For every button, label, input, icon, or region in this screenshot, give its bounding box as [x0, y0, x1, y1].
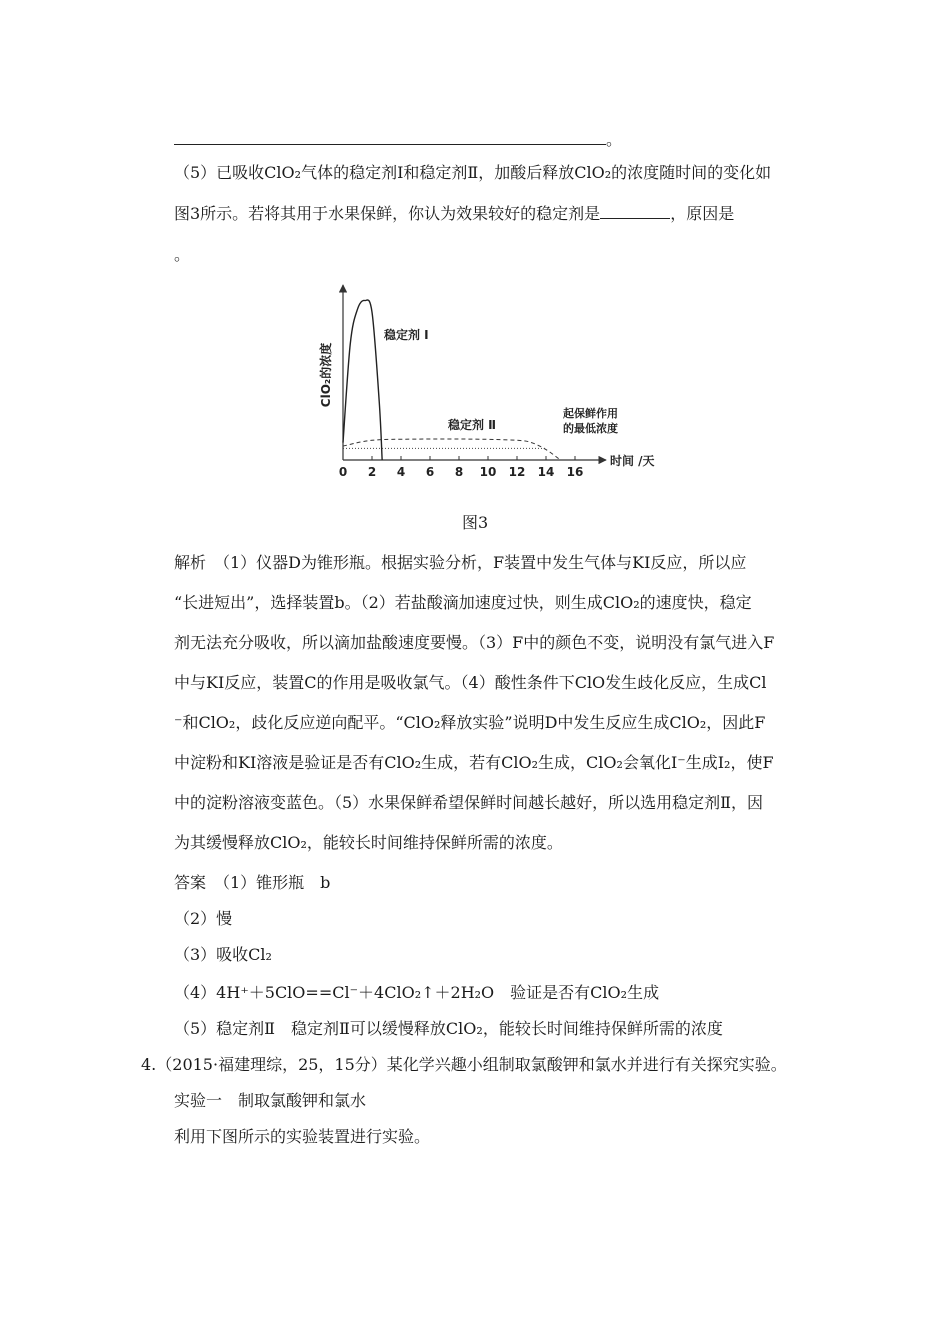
q5-line2b: ，原因是	[670, 204, 735, 223]
x-tick-label: 0	[338, 465, 348, 479]
stabilizer-2-curve	[343, 439, 561, 460]
x-tick-label: 8	[454, 465, 464, 479]
x-tick-label: 16	[566, 465, 584, 479]
stabilizer-1-label: 稳定剂 Ⅰ	[384, 328, 429, 342]
answer-head: 答案 （1）锥形瓶 b	[174, 873, 331, 892]
q4-line3: 利用下图所示的实验装置进行实验。	[174, 1127, 431, 1146]
x-axis-label: 时间 /天	[610, 454, 655, 468]
analysis-line-1: 解析 （1）仪器D为锥形瓶。根据实验分析，F装置中发生气体与KI反应，所以应	[174, 553, 747, 572]
figure-3-chart	[0, 275, 950, 495]
x-tick-label: 6	[425, 465, 435, 479]
q5-line2a: 图3所示。若将其用于水果保鲜，你认为效果较好的稳定剂是	[174, 204, 601, 223]
blank-tail: 。	[606, 130, 623, 149]
x-tick-label: 10	[479, 465, 497, 479]
min-conc-label-1: 起保鲜作用	[563, 407, 618, 420]
q5-line3: 。	[174, 245, 191, 264]
stabilizer-2-label: 稳定剂 Ⅱ	[448, 418, 497, 432]
analysis-line-5: ⁻和ClO₂，歧化反应逆向配平。“ClO₂释放实验”说明D中发生反应生成ClO₂，因此F	[174, 713, 766, 732]
answer-blank	[600, 202, 670, 219]
answer-5: （5）稳定剂Ⅱ 稳定剂Ⅱ可以缓慢释放ClO₂，能较长时间维持保鲜所需的浓度	[174, 1019, 723, 1038]
y-axis-label: ClO₂的浓度	[319, 342, 333, 408]
min-conc-label-2: 的最低浓度	[563, 422, 618, 435]
answer-2: （2）慢	[174, 909, 233, 928]
x-tick-label: 14	[537, 465, 555, 479]
stabilizer-1-curve	[343, 300, 382, 460]
answer-4: （4）4H⁺＋5ClO==Cl⁻＋4ClO₂↑＋2H₂O 验证是否有ClO₂生成	[174, 983, 660, 1002]
x-tick-label: 2	[367, 465, 377, 479]
figure-caption: 图3	[462, 513, 489, 532]
q4-line1: 4.（2015·福建理综，25，15分）某化学兴趣小组制取氯酸钾和氯水并进行有关探究实验。	[141, 1055, 787, 1074]
analysis-line-7: 中的淀粉溶液变蓝色。（5）水果保鲜希望保鲜时间越长越好，所以选用稳定剂Ⅱ，因	[174, 793, 764, 812]
q5-line1: （5）已吸收ClO₂气体的稳定剂Ⅰ和稳定剂Ⅱ，加酸后释放ClO₂的浓度随时间的变化如	[174, 163, 772, 182]
q5-line2	[174, 202, 734, 225]
answer-blank-line	[174, 128, 622, 151]
analysis-line-4: 中与KI反应，装置C的作用是吸收氯气。（4）酸性条件下ClO发生歧化反应，生成Cl	[174, 673, 767, 692]
analysis-line-8: 为其缓慢释放ClO₂，能较长时间维持保鲜所需的浓度。	[174, 833, 563, 852]
x-tick-label: 4	[396, 465, 406, 479]
q4-line2: 实验一 制取氯酸钾和氯水	[174, 1091, 367, 1110]
analysis-line-3: 剂无法充分吸收，所以滴加盐酸速度要慢。（3）F中的颜色不变，说明没有氯气进入F	[174, 633, 775, 652]
analysis-line-6: 中淀粉和KI溶液是验证是否有ClO₂生成，若有ClO₂生成，ClO₂会氧化I⁻生成I₂，使F	[174, 753, 774, 772]
analysis-line-2: “长进短出”，选择装置b。（2）若盐酸滴加速度过快，则生成ClO₂的速度快，稳定	[174, 593, 752, 612]
answer-3: （3）吸收Cl₂	[174, 945, 272, 964]
x-tick-label: 12	[508, 465, 526, 479]
